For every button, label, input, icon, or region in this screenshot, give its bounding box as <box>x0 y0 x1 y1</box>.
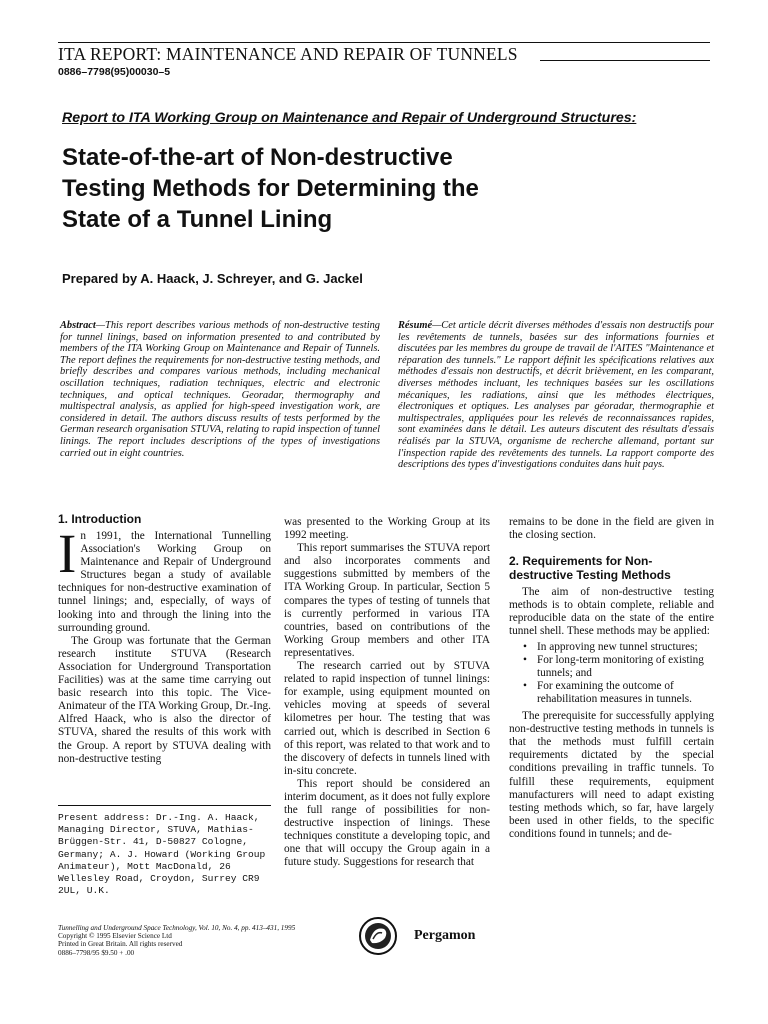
resume-label: Résumé <box>398 320 433 331</box>
footer-printed: Printed in Great Britain. All rights reserved <box>58 940 183 949</box>
col2-paragraph-3: The research carried out by STUVA related to rapid inspection of tunnel linings: for example, using equipment mounted on vehicles moving at speeds of several kilometres per hour. The testing that was carried out, which is described in Section 6 of this report, was related to that work and to the discovery of defects in tunnels lined with in-situ concrete. <box>284 660 490 777</box>
publisher-name: Pergamon <box>414 928 476 943</box>
body-column-1 <box>58 512 271 766</box>
header-top-rule <box>58 42 710 43</box>
title-line-3: State of a Tunnel Lining <box>62 206 333 233</box>
body-column-3 <box>509 516 714 841</box>
col3-paragraph-3: The prerequisite for successfully applying non-destructive testing methods in tunnels is that the methods must fulfill certain requirements dictated by the special conditions prevailing in traffic tunnels. To fulfill these requirements, equipment manufacturers will need to adapt existing testing methods which, so far, have largely been used in other fields, to the specific conditions found in tunnels; and de- <box>509 710 714 840</box>
resume-text: —Cet article décrit diverses méthodes d'essais non destructifs pour les revêtements de tunnels, basées sur des informations fournies et discutées par les membres du groupe de travail de l'AITES "Maintenance et réparation des tunnels." Le rapport définit les spécifications relatives aux méthodes d'essais non destructifs, et décrit brièvement, en les comparant, diverses méthodes incluant, les techniques basées sur les oscillations mécaniques, les radiations, ainsi que les méthodes électriques, électroniques et optiques. Les analyses par géoradar, thermographie et multispectrales, appliquées pour les relevés de reconnaissances rapides, sont examinées dans le détail. Les auteurs discutent des résultats d'essais réalisés par la STUVA, organisme de recherche allemand, portant sur l'inspection rapide des revêtements des tunnels. La rapport comporte des descriptions des types d'investigations conduites dans huit pays. <box>398 320 714 471</box>
section-2-heading: 2. Requirements for Non-destructive Testing Methods <box>509 554 671 583</box>
intro-paragraph-1 <box>58 523 271 635</box>
footer-copyright: Copyright © 1995 Elsevier Science Ltd <box>58 932 172 941</box>
intro-paragraph-1-text: n 1991, the International Tunnelling Association's Working Group on Maintenance and Repair of Underground Structures began a study of available techniques for non-destructive examination of tunnel linings; and, especially, of ways of looking into and through the lining into the surrounding ground. <box>58 530 271 634</box>
document-code: 0886–7798(95)00030–5 <box>58 66 171 78</box>
col2-paragraph-1: was presented to the Working Group at its 1992 meeting. <box>284 516 490 542</box>
authors-line: Prepared by A. Haack, J. Schreyer, and G. Jackel <box>62 271 363 286</box>
abstract-text: —This report describes various methods of non-destructive testing for tunnel linings, based on information presented to and contributed by members of the ITA Working Group on Maintenance and Repair of Tunnels. The report defines the requirements for non-destructive testing methods, and briefly describes and compares various methods, including mechanical oscillation techniques, radiation techniques, electric and electronic techniques, and optical techniques. Georadar, thermography and multispectral analysis, as applied for high-speed investigation work, are considered in detail. The authors discuss results of tests performed by the German research organisation STUVA, relating to rapid inspection of tunnel linings. The report includes descriptions of the types of investigations carried out in eight countries. <box>60 320 380 459</box>
journal-header-title: ITA REPORT: MAINTENANCE AND REPAIR OF TUNNELS <box>58 44 518 64</box>
footer-citation-block <box>58 924 358 957</box>
footer-citation: Tunnelling and Underground Space Technology, Vol. 10, No. 4, pp. 413–431, 1995 <box>58 924 296 932</box>
col3-paragraph-2: The aim of non-destructive testing methods is to obtain complete, reliable and reproducible data on the state of the entire tunnel shell. These methods may be applied: <box>509 586 714 638</box>
intro-paragraph-2: The Group was fortunate that the German research institute STUVA (Research Association for Underground Transportation Facilities) was at the same time carrying out basic research into this topic. The Vice-Animateur of the ITA Working Group, Dr.-Ing. Alfred Haack, who is also the director of STUVA, shared the results of this work with the Group. A report by STUVA dealing with non-destructive testing <box>58 634 271 765</box>
drop-cap: I <box>58 523 77 584</box>
header-title-rule <box>540 60 710 61</box>
pergamon-logo-icon <box>358 916 398 956</box>
abstract-english <box>60 320 380 459</box>
col2-paragraph-4: This report should be considered an interim document, as it does not fully explore the full range of possibilities for non-destructive inspection of linings. These techniques constitute a developing topic, and one that will occupy the Group again in a future study. Suggestions for research that <box>284 777 490 869</box>
col2-paragraph-2: This report summarises the STUVA report and also incorporates comments and suggestions submitted by members of the ITA Working Group. In particular, Section 5 compares the types of testing of tunnels that is currently performed in various ITA countries, based on contributions of the Working Group members and other ITA representatives. <box>284 542 490 659</box>
title-line-1: State-of-the-art of Non-destructive <box>62 144 453 171</box>
list-item: • For long-term monitoring of existing tunnels; and <box>537 654 714 680</box>
list-item: • For examining the outcome of rehabilitation measures in tunnels. <box>537 680 714 706</box>
abstract-label: Abstract <box>60 320 96 331</box>
footnote-rule <box>58 805 271 806</box>
body-column-2 <box>284 516 490 870</box>
col3-paragraph-1: remains to be done in the field are given in the closing section. <box>509 516 714 542</box>
author-footnote: Present address: Dr.-Ing. A. Haack, Managing Director, STUVA, Mathias-Brüggen-Str. 41, D-50827 Cologne, Germany; A. J. Howard (Working Group Animateur), Mott MacDonald, 26 Wellesley Road, Croydon, Surrey CR9 2UL, U.K. <box>58 812 266 897</box>
section-1-heading: 1. Introduction <box>58 512 142 526</box>
list-item: • In approving new tunnel structures; <box>537 641 714 654</box>
application-list <box>509 641 714 706</box>
footer-price: 0886–7798/95 $9.50 + .00 <box>58 948 135 957</box>
abstract-french <box>398 320 714 471</box>
report-to-line: Report to ITA Working Group on Maintenance and Repair of Underground Structures: <box>62 110 637 126</box>
title-line-2: Testing Methods for Determining the <box>62 175 479 202</box>
article-title <box>62 142 582 235</box>
